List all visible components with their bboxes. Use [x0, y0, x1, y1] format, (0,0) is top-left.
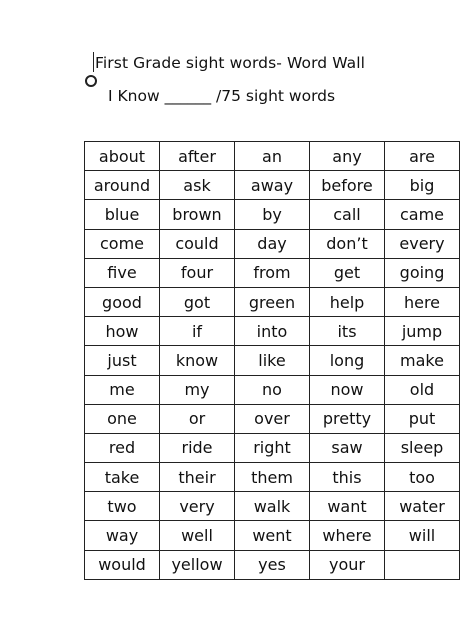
word-cell: help — [310, 287, 385, 316]
table-row — [85, 375, 460, 404]
word-cell: ride — [160, 433, 235, 462]
table-row — [85, 521, 460, 550]
word-cell: know — [160, 346, 235, 375]
table-row — [85, 433, 460, 462]
word-cell: good — [85, 287, 160, 316]
word-cell: around — [85, 171, 160, 200]
word-cell: old — [385, 375, 460, 404]
word-count-line: I Know ______ /75 sight words — [108, 87, 336, 105]
table-row — [85, 404, 460, 433]
word-cell: just — [85, 346, 160, 375]
word-cell: over — [235, 404, 310, 433]
word-cell: about — [85, 142, 160, 171]
word-cell: yellow — [160, 550, 235, 579]
word-cell: my — [160, 375, 235, 404]
word-cell: ask — [160, 171, 235, 200]
word-cell: came — [385, 200, 460, 229]
word-cell: any — [310, 142, 385, 171]
table-row — [85, 550, 460, 579]
word-cell: four — [160, 258, 235, 287]
word-cell: away — [235, 171, 310, 200]
word-cell: day — [235, 229, 310, 258]
word-cell: well — [160, 521, 235, 550]
word-cell: this — [310, 463, 385, 492]
table-row — [85, 317, 460, 346]
binder-hole-icon — [85, 75, 97, 87]
word-cell: after — [160, 142, 235, 171]
word-cell: right — [235, 433, 310, 462]
word-cell: big — [385, 171, 460, 200]
word-cell: pretty — [310, 404, 385, 433]
word-cell: don’t — [310, 229, 385, 258]
word-cell: into — [235, 317, 310, 346]
word-cell: saw — [310, 433, 385, 462]
word-cell: two — [85, 492, 160, 521]
word-cell: going — [385, 258, 460, 287]
word-cell: blue — [85, 200, 160, 229]
word-cell: would — [85, 550, 160, 579]
word-cell: their — [160, 463, 235, 492]
table-row — [85, 229, 460, 258]
word-cell: every — [385, 229, 460, 258]
word-cell: water — [385, 492, 460, 521]
word-cell: very — [160, 492, 235, 521]
word-cell: long — [310, 346, 385, 375]
word-cell: from — [235, 258, 310, 287]
word-cell: are — [385, 142, 460, 171]
word-cell: brown — [160, 200, 235, 229]
word-cell: where — [310, 521, 385, 550]
word-cell: or — [160, 404, 235, 433]
word-cell: an — [235, 142, 310, 171]
word-cell: got — [160, 287, 235, 316]
word-cell: green — [235, 287, 310, 316]
word-cell: will — [385, 521, 460, 550]
table-row — [85, 142, 460, 171]
page-title: First Grade sight words- Word Wall — [95, 54, 366, 72]
word-cell: here — [385, 287, 460, 316]
word-cell: could — [160, 229, 235, 258]
table-row — [85, 287, 460, 316]
word-cell: me — [85, 375, 160, 404]
word-cell: get — [310, 258, 385, 287]
word-wall-table — [84, 141, 460, 580]
word-cell: before — [310, 171, 385, 200]
word-cell — [385, 550, 460, 579]
word-cell: your — [310, 550, 385, 579]
word-cell: walk — [235, 492, 310, 521]
table-row — [85, 492, 460, 521]
word-cell: how — [85, 317, 160, 346]
word-cell: come — [85, 229, 160, 258]
word-cell: sleep — [385, 433, 460, 462]
word-cell: call — [310, 200, 385, 229]
word-cell: too — [385, 463, 460, 492]
word-cell: way — [85, 521, 160, 550]
word-cell: one — [85, 404, 160, 433]
word-cell: want — [310, 492, 385, 521]
word-cell: by — [235, 200, 310, 229]
table-row — [85, 171, 460, 200]
word-cell: its — [310, 317, 385, 346]
word-cell: red — [85, 433, 160, 462]
margin-line — [93, 52, 94, 72]
word-cell: them — [235, 463, 310, 492]
word-cell: no — [235, 375, 310, 404]
table-row — [85, 463, 460, 492]
word-cell: take — [85, 463, 160, 492]
word-cell: like — [235, 346, 310, 375]
word-cell: went — [235, 521, 310, 550]
word-cell: if — [160, 317, 235, 346]
word-cell: now — [310, 375, 385, 404]
table-row — [85, 258, 460, 287]
word-cell: five — [85, 258, 160, 287]
word-cell: jump — [385, 317, 460, 346]
table-row — [85, 346, 460, 375]
table-row — [85, 200, 460, 229]
word-cell: yes — [235, 550, 310, 579]
word-cell: put — [385, 404, 460, 433]
word-cell: make — [385, 346, 460, 375]
